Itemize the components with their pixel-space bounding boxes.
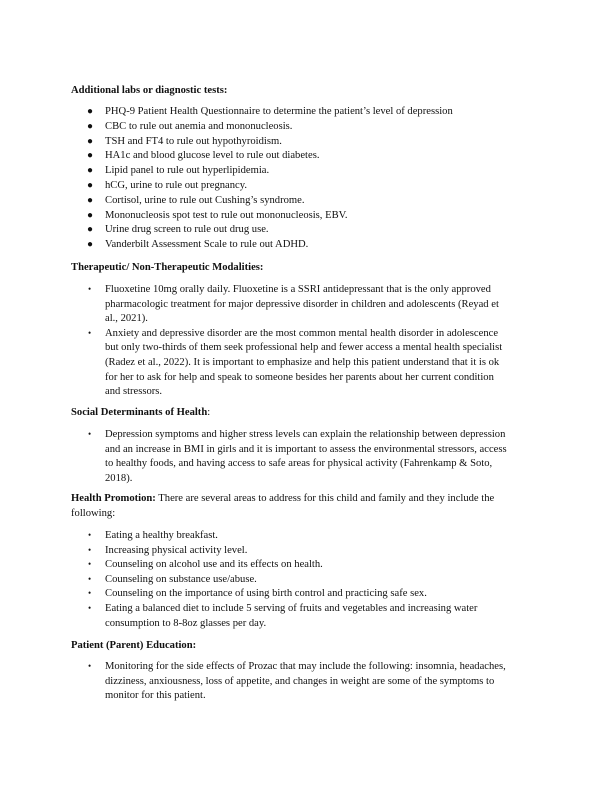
list-item: ● Mononucleosis spot test to rule out mononucleosis, EBV. <box>87 209 507 224</box>
bullet-icon: ● <box>87 150 94 162</box>
list-item: • Monitoring for the side effects of Prozac that may include the following: insomnia, headaches, dizziness, anxiousness, loss of appetite, and changes in weight are some of the symptoms to monitor for this patient. <box>88 661 506 702</box>
bullet-icon: ● <box>87 179 94 191</box>
bullet-icon: ● <box>87 135 94 147</box>
bullet-icon: • <box>88 544 92 555</box>
bullet-icon: • <box>88 284 92 294</box>
bullet-icon: ● <box>87 194 94 206</box>
list-item: • Depression symptoms and higher stress levels can explain the relationship between depression and an increase in BMI in girls and it is important to assess the environmental stressors, access to healthy foods, and having access to safe areas for physical activity (Fahrenkamp & Soto, 2018). <box>88 429 507 484</box>
list-item: • Counseling on alcohol use and its effects on health. <box>88 559 323 571</box>
list-item: • Increasing physical activity level. <box>88 544 248 556</box>
list-item: • Eating a balanced diet to include 5 serving of fruits and vegetables and increasing water consumption to 8-8oz glasses per day. <box>88 602 478 629</box>
promotion-paragraph: Health Promotion: There are several areas to address for this child and family and they include the following: <box>71 493 495 519</box>
list-item: ● Vanderbilt Assessment Scale to rule out ADHD. <box>87 238 507 253</box>
list-item: ● Urine drug screen to rule out drug use. <box>87 223 507 238</box>
education-heading: Patient (Parent) Education: <box>71 640 197 651</box>
list-item: ● Cortisol, urine to rule out Cushing’s syndrome. <box>87 194 507 209</box>
promotion-list <box>87 529 507 631</box>
list-item: • Counseling on the importance of using birth control and practicing safe sex. <box>88 588 427 600</box>
list-item: ● PHQ-9 Patient Health Questionnaire to determine the patient’s level of depression <box>87 105 507 120</box>
list-item: • Fluoxetine 10mg orally daily. Fluoxetine is a SSRI antidepressant that is the only approved pharmacologic treatment for major depressive disorder in children and adolescents (Reyad et al., 2021). <box>88 284 499 325</box>
bullet-icon: ● <box>87 239 94 251</box>
bullet-icon: ● <box>87 224 94 236</box>
therapeutic-list <box>87 283 507 400</box>
list-item: • Eating a healthy breakfast. <box>88 530 218 541</box>
list-item: • Anxiety and depressive disorder are the most common mental health disorder in adolescence but only two-thirds of them seek professional help and fewer access a mental health specialist (Radez et al., 2022). It is important to emphasize and help this patient understand that it is ok for her to ask for help and speak to someone besides her parents about her current condition and stressors. <box>88 327 503 398</box>
labs-heading: Additional labs or diagnostic tests: <box>71 85 228 96</box>
list-item: ● Lipid panel to rule out hyperlipidemia. <box>87 164 507 179</box>
bullet-icon: ● <box>87 120 94 132</box>
bullet-icon: • <box>88 588 92 599</box>
bullet-icon: • <box>88 429 92 439</box>
social-list <box>87 428 507 486</box>
bullet-icon: • <box>88 602 92 613</box>
bullet-icon: • <box>88 573 92 584</box>
bullet-icon: • <box>88 530 92 540</box>
list-item: ● CBC to rule out anemia and mononucleosis. <box>87 120 507 135</box>
bullet-icon: ● <box>87 106 94 117</box>
bullet-icon: • <box>88 661 92 671</box>
list-item: ● hCG, urine to rule out pregnancy. <box>87 179 507 194</box>
promotion-heading: Health Promotion: <box>71 493 156 504</box>
labs-list <box>87 105 507 253</box>
education-list <box>87 660 507 704</box>
bullet-icon: • <box>88 559 92 570</box>
bullet-icon: ● <box>87 209 94 221</box>
list-item: • Counseling on substance use/abuse. <box>88 573 257 585</box>
bullet-icon: ● <box>87 165 94 177</box>
list-item: ● HA1c and blood glucose level to rule out diabetes. <box>87 149 507 164</box>
social-heading: Social Determinants of Health: <box>71 407 211 418</box>
bullet-icon: • <box>88 327 92 338</box>
therapeutic-heading: Therapeutic/ Non-Therapeutic Modalities: <box>71 262 264 273</box>
list-item: ● TSH and FT4 to rule out hypothyroidism. <box>87 135 507 150</box>
